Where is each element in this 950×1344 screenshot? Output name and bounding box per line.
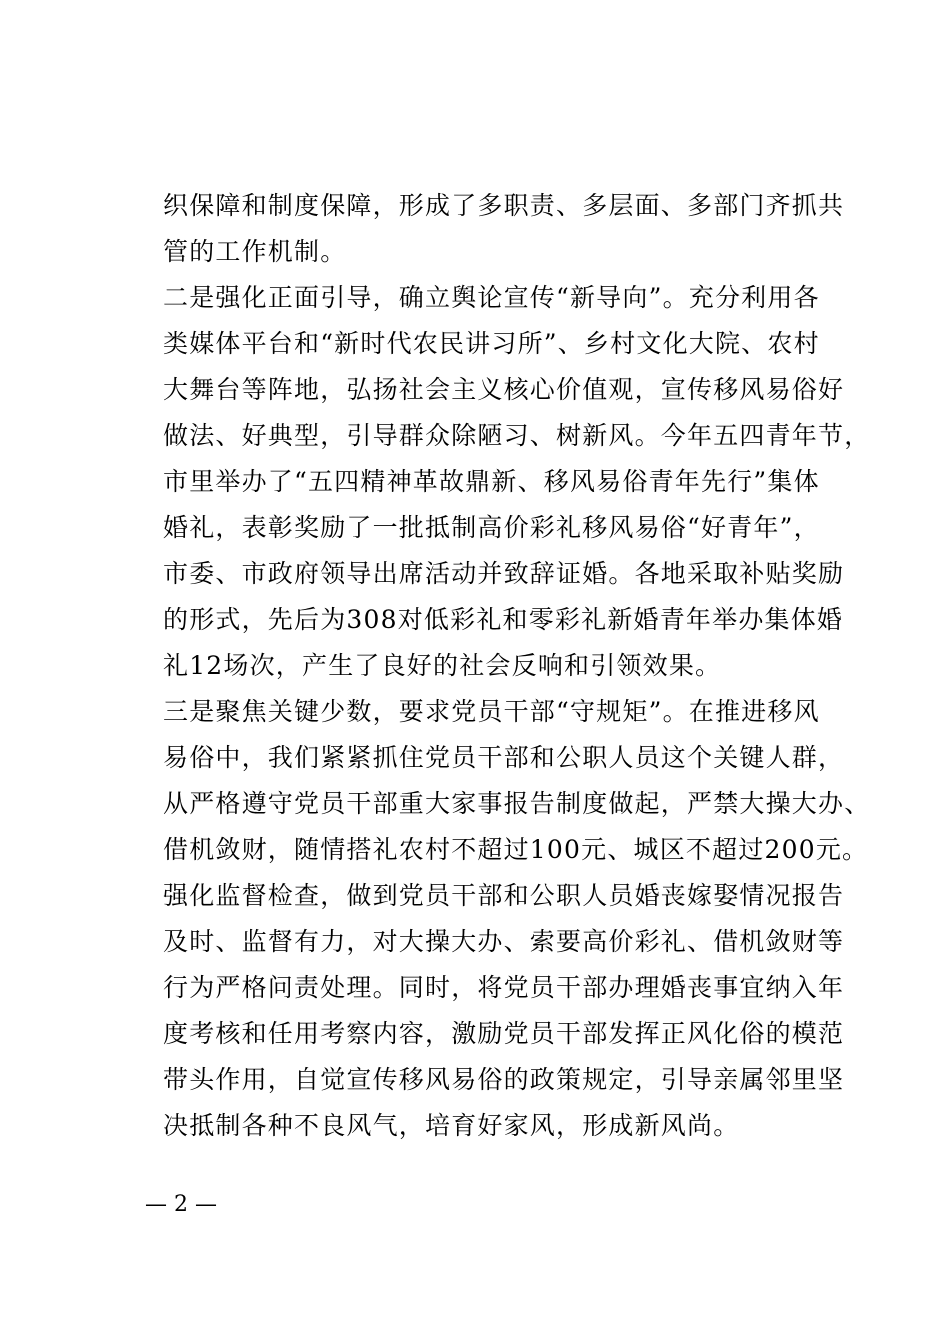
text-line: 类媒体平台和“新时代农民讲习所”、乡村文化大院、农村: [163, 329, 820, 358]
text-line: 二是强化正面引导，确立舆论宣传“新导向”。充分利用各: [163, 283, 820, 312]
text-line: 管的工作机制。: [163, 237, 347, 266]
text-line: 的形式，先后为308对低彩礼和零彩礼新婚青年举办集体婚: [163, 605, 844, 634]
text-line: 强化监督检查，做到党员干部和公职人员婚丧嫁娶情况报告: [163, 881, 845, 910]
text-line: 决抵制各种不良风气，培育好家风，形成新风尚。: [163, 1111, 740, 1140]
text-line: 行为严格问责处理。同时，将党员干部办理婚丧事宜纳入年: [163, 973, 845, 1002]
page-number: — 2 —: [145, 1192, 217, 1217]
text-line: 借机敛财，随情搭礼农村不超过100元、城区不超过200元。: [163, 835, 869, 864]
text-line: 三是聚焦关键少数，要求党员干部“守规矩”。在推进移风: [163, 697, 820, 726]
text-line: 度考核和任用考察内容，激励党员干部发挥正风化俗的模范: [163, 1019, 845, 1048]
text-line: 织保障和制度保障，形成了多职责、多层面、多部门齐抓共: [163, 191, 845, 220]
text-line: 从严格遵守党员干部重大家事报告制度做起，严禁大操大办、: [163, 789, 871, 818]
text-line: 做法、好典型，引导群众除陋习、树新风。今年五四青年节，: [163, 421, 871, 450]
text-line: 带头作用，自觉宣传移风易俗的政策规定，引导亲属邻里坚: [163, 1065, 845, 1094]
text-line: 礼12场次，产生了良好的社会反响和引领效果。: [163, 651, 722, 680]
body-text: [163, 183, 871, 1149]
text-line: 婚礼，表彰奖励了一批抵制高价彩礼移风易俗“好青年”，: [163, 513, 820, 542]
text-line: 市里举办了“五四精神革故鼎新、移风易俗青年先行”集体: [163, 467, 820, 496]
text-line: 及时、监督有力，对大操大办、索要高价彩礼、借机敛财等: [163, 927, 845, 956]
text-line: 易俗中，我们紧紧抓住党员干部和公职人员这个关键人群，: [163, 743, 845, 772]
text-line: 大舞台等阵地，弘扬社会主义核心价值观，宣传移风易俗好: [163, 375, 845, 404]
text-line: 市委、市政府领导出席活动并致辞证婚。各地采取补贴奖励: [163, 559, 845, 588]
